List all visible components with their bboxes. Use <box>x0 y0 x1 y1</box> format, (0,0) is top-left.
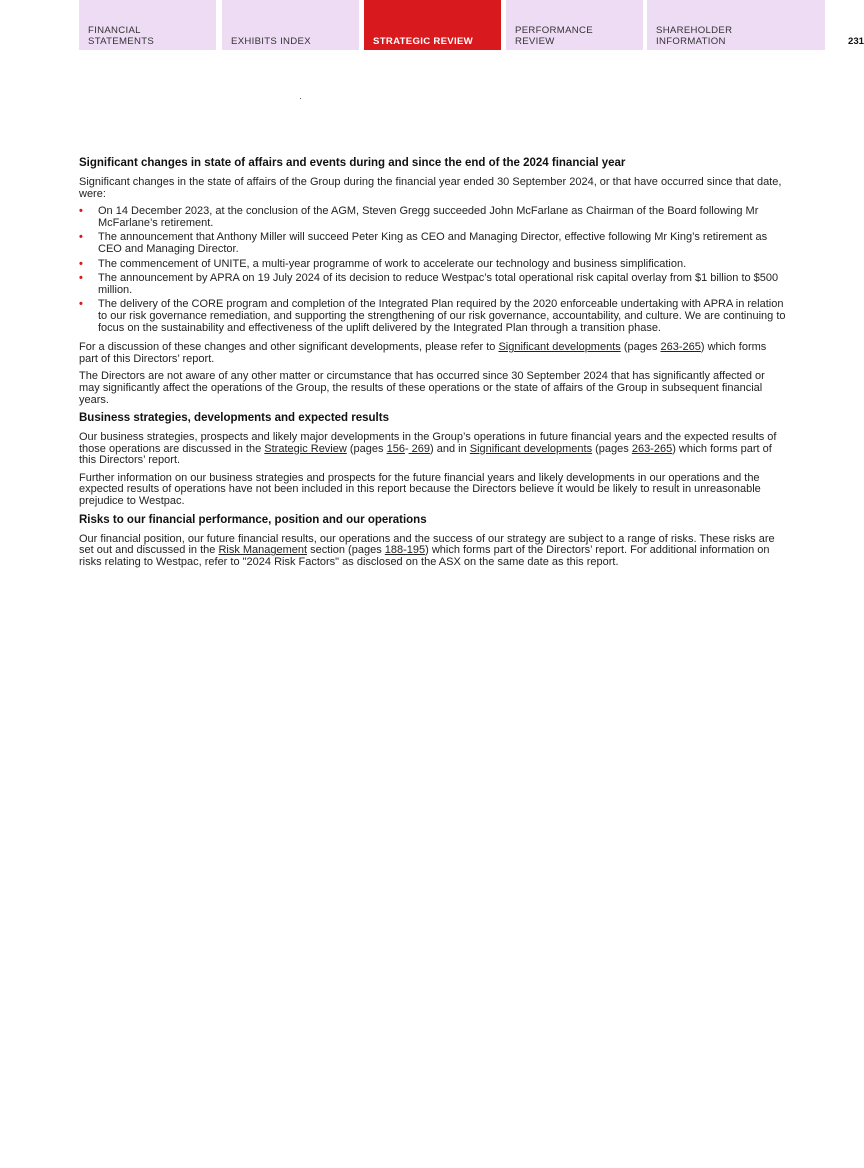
tab-exhibits-index[interactable]: EXHIBITS INDEX <box>222 0 359 50</box>
significant-developments-link[interactable]: Significant developments <box>469 442 593 455</box>
text: For a discussion of these changes and other significant developments, please refer to <box>79 341 499 354</box>
text: ) which forms part of the Directors’ report. For additional information on risks relating to Westpac, refer to "2024 Risk Factors" as disclosed on the ASX on the same date as this report. <box>79 544 770 568</box>
text: ) and in <box>430 442 470 455</box>
tab-performance-review[interactable]: PERFORMANCE REVIEW <box>506 0 643 50</box>
page-number: 231 <box>848 36 864 47</box>
list-item-text: The delivery of the CORE program and completion of the Integrated Plan required by the 2020 enforceable undertaking with APRA in relation to our risk governance remediation, and supporting the strengthening of our risk governance, accountability, and culture. We are continuing to focus on the sustainability and effectiveness of the uplift delivered by the Integrated Plan through a transition phase. <box>98 298 786 334</box>
pages-263-265-link[interactable]: 263-265 <box>660 341 701 354</box>
list-item <box>79 273 786 296</box>
section-heading-significant-changes: Significant changes in state of affairs and events during and since the end of the 2024 financial year <box>79 157 626 169</box>
section-heading-business-strategies: Business strategies, developments and expected results <box>79 412 389 425</box>
list-item <box>79 299 786 334</box>
paragraph <box>79 342 786 365</box>
bullet-icon: • <box>79 205 83 218</box>
bullet-icon: • <box>79 298 83 311</box>
strategic-review-link[interactable]: Strategic Review <box>264 442 347 455</box>
text: - <box>404 442 409 455</box>
section-heading-risks: Risks to our financial performance, position and our operations <box>79 513 427 526</box>
bullet-icon: • <box>79 231 83 244</box>
report-body <box>79 157 786 574</box>
tab-strategic-review[interactable]: STRATEGIC REVIEW <box>364 0 501 50</box>
pages-188-195-link[interactable]: 188-195 <box>384 544 426 557</box>
list-item-text: The commencement of UNITE, a multi-year programme of work to accelerate our technology and business simplification. <box>98 257 687 270</box>
paragraph <box>79 534 786 569</box>
significant-changes-list <box>79 206 786 334</box>
text: Our financial position, our future financial results, our operations and the success of our strategy are subject to a range of risks. These risks are set out and discussed in the <box>79 532 775 557</box>
stray-mark <box>300 98 301 99</box>
text: section (pages <box>307 544 385 557</box>
bullet-icon: • <box>79 272 83 285</box>
text: (pages <box>592 442 632 455</box>
text: (pages <box>346 442 387 455</box>
list-item <box>79 259 786 271</box>
text: Our business strategies, prospects and likely major developments in the Group’s operations in future financial years and the expected results of those operations are discussed in the <box>79 431 777 455</box>
paragraph <box>79 432 786 467</box>
page-269-link[interactable]: 269 <box>408 442 431 455</box>
risk-management-link[interactable]: Risk Management <box>218 544 308 557</box>
paragraph: Significant changes in the state of affairs of the Group during the financial year ended 30 September 2024, or that have occurred since that date, were: <box>79 176 782 200</box>
tab-financial-statements[interactable]: FINANCIAL STATEMENTS <box>79 0 216 50</box>
tab-shareholder-information[interactable]: SHAREHOLDER INFORMATION <box>647 0 825 50</box>
section-nav <box>79 0 864 50</box>
paragraph: Further information on our business strategies and prospects for the future financial years and likely developments in our operations and the expected results of operations have not been included in this report because the Directors believe it would be likely to result in unreasonable prejudice to Westpac. <box>79 471 761 508</box>
bullet-icon: • <box>79 257 83 270</box>
text: (pages <box>620 341 661 354</box>
list-item <box>79 206 786 229</box>
text: ) which forms part of this Directors’ report. <box>79 341 767 365</box>
significant-developments-link[interactable]: Significant developments <box>498 341 621 354</box>
list-item <box>79 232 786 255</box>
paragraph: The Directors are not aware of any other matter or circumstance that has occurred since 30 September 2024 that has significantly affected or may significantly affect the operations of the Group, the results of these operations or the state of affairs of the Group in subsequent financial years. <box>79 370 765 406</box>
list-item-text: The announcement by APRA on 19 July 2024 of its decision to reduce Westpac’s total operational risk capital overlay from $1 billion to $500 million. <box>98 272 779 296</box>
list-item-text: The announcement that Anthony Miller will succeed Peter King as CEO and Managing Director, effective following Mr King’s retirement as CEO and Managing Director. <box>98 231 768 255</box>
list-item-text: On 14 December 2023, at the conclusion of the AGM, Steven Gregg succeeded John McFarlane as Chairman of the Board following Mr McFarlane’s retirement. <box>98 205 759 229</box>
pages-263-265-link[interactable]: 263-265 <box>631 442 673 455</box>
page-156-link[interactable]: 156 <box>386 442 405 455</box>
text: ) which forms part of this Directors’ report. <box>79 442 772 467</box>
